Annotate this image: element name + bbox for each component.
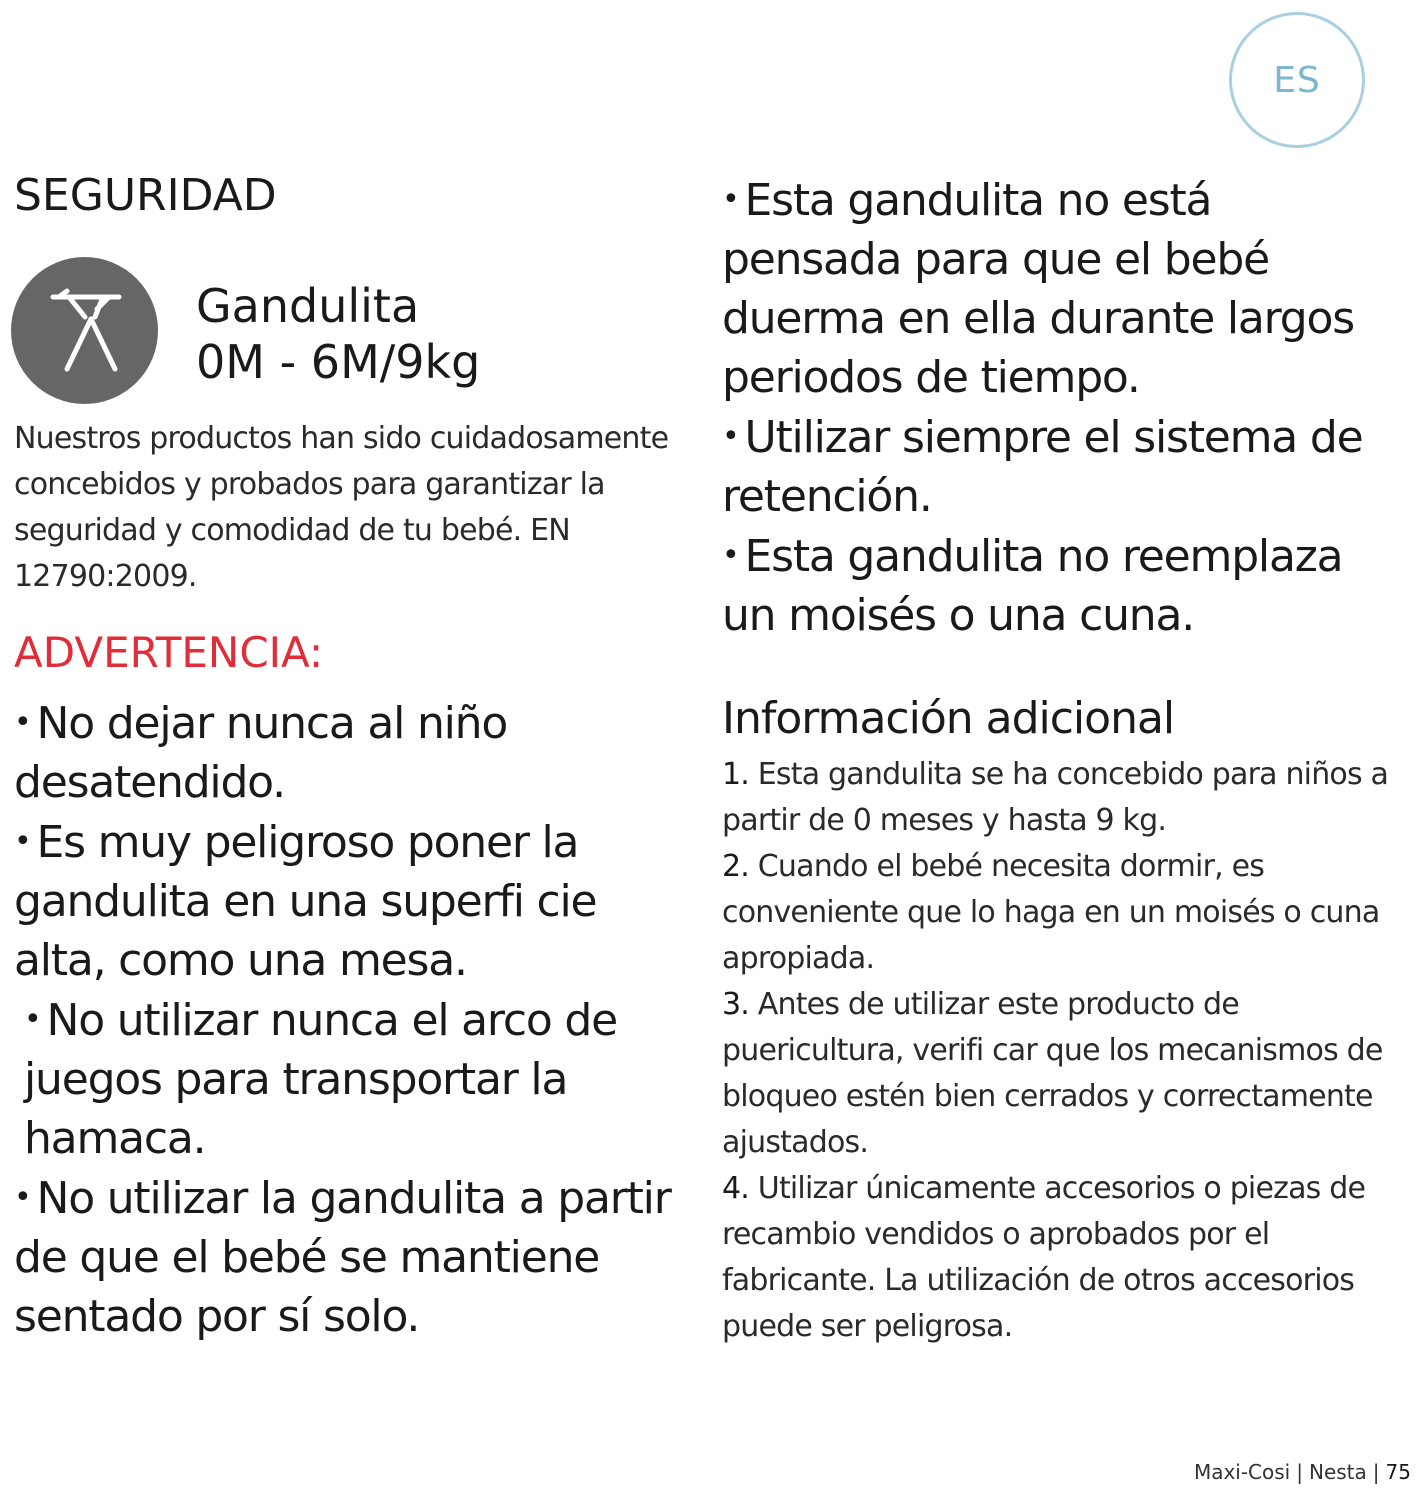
info-item xyxy=(722,1166,1402,1350)
bullet: • xyxy=(722,182,739,217)
info-item xyxy=(722,752,1402,844)
info-number: 4. xyxy=(722,1171,750,1206)
warning-item xyxy=(722,170,1402,407)
info-list xyxy=(722,752,1402,1350)
language-badge xyxy=(1229,12,1365,148)
info-number: 2. xyxy=(722,849,750,884)
warning-list-right xyxy=(722,170,1402,645)
bouncer-icon xyxy=(11,257,158,404)
warning-text: Es muy peligroso poner la gandulita en una superfi cie alta, como una mesa. xyxy=(14,817,597,986)
footer-product: Nesta xyxy=(1309,1460,1367,1484)
warning-text: Esta gandulita no reemplaza un moisés o una cuna. xyxy=(722,531,1343,641)
product-name-block xyxy=(196,278,480,390)
language-code: ES xyxy=(1273,59,1321,101)
warning-text: No utilizar la gandulita a partir de que el bebé se mantiene sentado por sí solo. xyxy=(14,1173,671,1342)
bullet: • xyxy=(722,538,739,573)
info-number: 1. xyxy=(722,757,750,792)
bullet: • xyxy=(722,419,739,454)
product-age-weight: 0M - 6M/9kg xyxy=(196,335,481,389)
info-item xyxy=(722,844,1402,982)
info-text: Esta gandulita se ha concebido para niños a partir de 0 meses y hasta 9 kg. xyxy=(722,757,1389,838)
info-item xyxy=(722,982,1402,1166)
warning-item xyxy=(14,990,694,1168)
warning-text: Utilizar siempre el sistema de retención. xyxy=(722,412,1363,522)
warning-item xyxy=(722,407,1402,526)
info-number: 3. xyxy=(722,987,750,1022)
warning-text: No dejar nunca al niño desatendido. xyxy=(14,698,508,808)
info-text: Cuando el bebé necesita dormir, es conveniente que lo haga en un moisés o cuna apropiada. xyxy=(722,849,1380,976)
info-title: Información adicional xyxy=(722,693,1175,744)
intro-paragraph: Nuestros productos han sido cuidadosamente concebidos y probados para garantizar la seguridad y comodidad de tu bebé. EN 12790:2009. xyxy=(14,421,669,594)
bullet: • xyxy=(14,1180,31,1215)
bullet: • xyxy=(14,705,31,740)
warning-text: Esta gandulita no está pensada para que el bebé duerma en ella durante largos periodos de tiempo. xyxy=(722,175,1354,403)
page-number: 75 xyxy=(1385,1460,1411,1484)
product-name: Gandulita xyxy=(196,279,420,333)
warning-list-left xyxy=(14,693,694,1346)
warning-item xyxy=(14,693,694,812)
bullet: • xyxy=(24,1002,41,1037)
footer-brand: Maxi-Cosi xyxy=(1193,1460,1291,1484)
footer-separator: | xyxy=(1296,1460,1303,1484)
warning-item xyxy=(14,1168,694,1346)
info-text: Utilizar únicamente accesorios o piezas de recambio vendidos o aprobados por el fabricante. La utilización de otros accesorios puede ser peligrosa. xyxy=(722,1171,1366,1344)
page-footer xyxy=(1194,1460,1411,1484)
warning-item xyxy=(722,526,1402,645)
footer-separator: | xyxy=(1372,1460,1380,1484)
section-title: SEGURIDAD xyxy=(14,170,277,221)
bullet: • xyxy=(14,824,31,859)
warning-text: No utilizar nunca el arco de juegos para transportar la hamaca. xyxy=(24,995,617,1164)
warning-item xyxy=(14,812,694,990)
warning-title: ADVERTENCIA: xyxy=(14,628,324,677)
info-text: Antes de utilizar este producto de puericultura, verifi car que los mecanismos de bloqueo estén bien cerrados y correctamente ajustados. xyxy=(722,987,1383,1160)
